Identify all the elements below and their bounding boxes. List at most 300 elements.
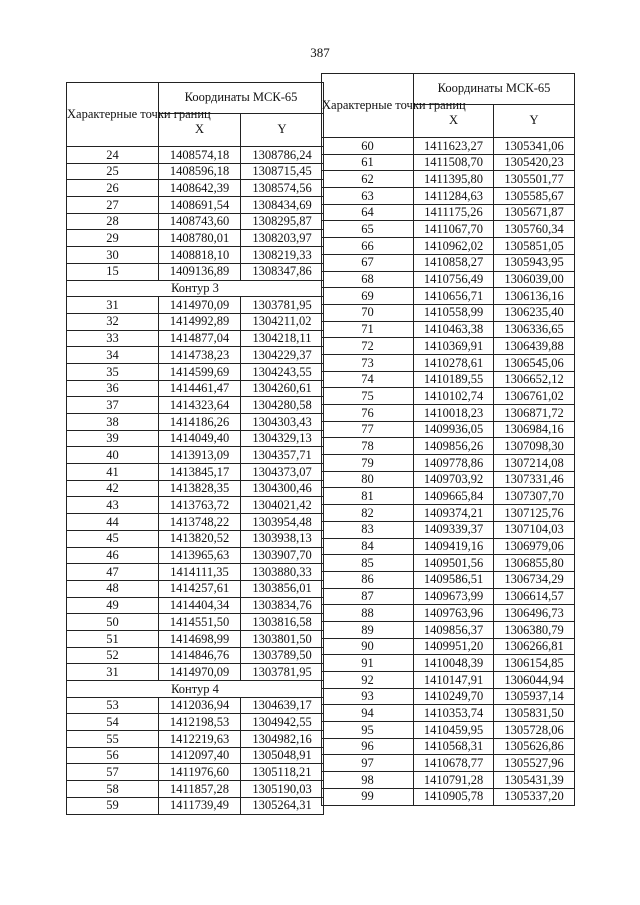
coord-x: 1410278,61 (414, 354, 494, 371)
coord-y: 1306136,16 (494, 288, 575, 305)
coord-x: 1410756,49 (414, 271, 494, 288)
coord-x: 1414877,04 (159, 330, 241, 347)
point-number: 47 (67, 564, 159, 581)
coord-x: 1413828,35 (159, 480, 241, 497)
coord-y: 1307104,03 (494, 521, 575, 538)
point-number: 34 (67, 347, 159, 364)
coord-y: 1303907,70 (241, 547, 324, 564)
table-row (322, 388, 575, 405)
section-label: Контур 4 (67, 681, 324, 698)
coord-y: 1305937,14 (494, 688, 575, 705)
coord-y: 1303834,76 (241, 597, 324, 614)
table-row (322, 154, 575, 171)
coord-x: 1413748,22 (159, 514, 241, 531)
table-row (322, 621, 575, 638)
table-row (67, 464, 324, 481)
coord-x: 1410249,70 (414, 688, 494, 705)
coord-y: 1306266,81 (494, 638, 575, 655)
coord-x: 1412219,63 (159, 731, 241, 748)
coord-x: 1413913,09 (159, 447, 241, 464)
point-number: 52 (67, 647, 159, 664)
table-row (322, 738, 575, 755)
point-number: 64 (322, 204, 414, 221)
point-number: 75 (322, 388, 414, 405)
table-row (67, 397, 324, 414)
point-number: 65 (322, 221, 414, 238)
table-row (322, 188, 575, 205)
point-number: 31 (67, 297, 159, 314)
table-row (322, 221, 575, 238)
coord-x: 1410018,23 (414, 405, 494, 422)
table-row (322, 471, 575, 488)
table-row (322, 171, 575, 188)
table-row (322, 638, 575, 655)
coord-y: 1304260,61 (241, 380, 324, 397)
coord-y: 1306855,80 (494, 555, 575, 572)
coord-y: 1304303,43 (241, 414, 324, 431)
table-row (67, 747, 324, 764)
point-number: 28 (67, 213, 159, 230)
coord-y: 1308219,33 (241, 247, 324, 264)
table-row (322, 788, 575, 805)
coord-y: 1308434,69 (241, 197, 324, 214)
table-row (322, 238, 575, 255)
point-number: 15 (67, 263, 159, 280)
coord-x: 1414738,23 (159, 347, 241, 364)
coord-y: 1305431,39 (494, 772, 575, 789)
table-row (322, 521, 575, 538)
table-row (67, 180, 324, 197)
point-number: 93 (322, 688, 414, 705)
coord-x: 1414461,47 (159, 380, 241, 397)
point-number: 96 (322, 738, 414, 755)
table-row (322, 421, 575, 438)
coord-x: 1409763,96 (414, 605, 494, 622)
table-row (322, 555, 575, 572)
coord-x: 1414698,99 (159, 630, 241, 647)
coord-x: 1411857,28 (159, 781, 241, 798)
coord-y: 1303880,33 (241, 564, 324, 581)
coord-x: 1408743,60 (159, 213, 241, 230)
coord-y: 1308347,86 (241, 263, 324, 280)
table-row (322, 655, 575, 672)
coord-y: 1306871,72 (494, 405, 575, 422)
coord-x: 1408574,18 (159, 147, 241, 164)
coord-y: 1303954,48 (241, 514, 324, 531)
point-number: 26 (67, 180, 159, 197)
coord-y: 1308574,56 (241, 180, 324, 197)
coord-y: 1304639,17 (241, 697, 324, 714)
coord-x: 1414186,26 (159, 414, 241, 431)
coord-x: 1411508,70 (414, 154, 494, 171)
point-number: 50 (67, 614, 159, 631)
point-number: 73 (322, 354, 414, 371)
coord-x: 1410353,74 (414, 705, 494, 722)
coord-x: 1409856,37 (414, 621, 494, 638)
coord-y: 1305420,23 (494, 154, 575, 171)
coord-x: 1412036,94 (159, 697, 241, 714)
point-number: 90 (322, 638, 414, 655)
coord-x: 1411976,60 (159, 764, 241, 781)
point-number: 67 (322, 254, 414, 271)
coord-x: 1413845,17 (159, 464, 241, 481)
header-coordinates: Координаты МСК-65 (414, 74, 575, 105)
coord-x: 1408596,18 (159, 163, 241, 180)
header-points: Характерные точки границ (67, 83, 159, 147)
coord-x: 1414599,69 (159, 363, 241, 380)
point-number: 76 (322, 405, 414, 422)
table-row (322, 204, 575, 221)
point-number: 57 (67, 764, 159, 781)
coord-x: 1413820,52 (159, 530, 241, 547)
table-row (67, 297, 324, 314)
coord-x: 1410678,77 (414, 755, 494, 772)
coord-x: 1410369,91 (414, 338, 494, 355)
point-number: 39 (67, 430, 159, 447)
coord-y: 1305048,91 (241, 747, 324, 764)
table-row (67, 197, 324, 214)
coord-y: 1303856,01 (241, 580, 324, 597)
point-number: 38 (67, 414, 159, 431)
coord-x: 1411067,70 (414, 221, 494, 238)
coord-x: 1411623,27 (414, 138, 494, 155)
section-row (67, 681, 324, 698)
table-row (322, 405, 575, 422)
point-number: 62 (322, 171, 414, 188)
point-number: 95 (322, 722, 414, 739)
coordinates-table-left (66, 82, 324, 815)
coord-x: 1409665,84 (414, 488, 494, 505)
coord-x: 1410905,78 (414, 788, 494, 805)
point-number: 79 (322, 455, 414, 472)
point-number: 80 (322, 471, 414, 488)
coord-x: 1408691,54 (159, 197, 241, 214)
table-row (67, 764, 324, 781)
coord-x: 1414323,64 (159, 397, 241, 414)
table-row (322, 438, 575, 455)
coord-x: 1410102,74 (414, 388, 494, 405)
coord-y: 1304243,55 (241, 363, 324, 380)
table-row (67, 714, 324, 731)
table-row (67, 630, 324, 647)
coord-y: 1306545,06 (494, 354, 575, 371)
coord-y: 1305671,87 (494, 204, 575, 221)
coord-y: 1306380,79 (494, 621, 575, 638)
point-number: 97 (322, 755, 414, 772)
point-number: 87 (322, 588, 414, 605)
table-row (67, 697, 324, 714)
table-row (322, 705, 575, 722)
point-number: 42 (67, 480, 159, 497)
point-number: 98 (322, 772, 414, 789)
coord-x: 1413763,72 (159, 497, 241, 514)
table-row (322, 605, 575, 622)
point-number: 61 (322, 154, 414, 171)
table-row (322, 138, 575, 155)
table-row (67, 347, 324, 364)
coord-y: 1303781,95 (241, 664, 324, 681)
point-number: 31 (67, 664, 159, 681)
table-row (67, 664, 324, 681)
coord-y: 1304021,42 (241, 497, 324, 514)
coord-y: 1307307,70 (494, 488, 575, 505)
table-row (67, 497, 324, 514)
coord-x: 1412198,53 (159, 714, 241, 731)
coord-x: 1411175,26 (414, 204, 494, 221)
point-number: 99 (322, 788, 414, 805)
coord-y: 1306154,85 (494, 655, 575, 672)
coord-x: 1410962,02 (414, 238, 494, 255)
coord-x: 1410147,91 (414, 672, 494, 689)
table-row (67, 330, 324, 347)
coord-y: 1306734,29 (494, 571, 575, 588)
table-row (67, 380, 324, 397)
coord-x: 1409339,37 (414, 521, 494, 538)
coord-y: 1304942,55 (241, 714, 324, 731)
coord-x: 1414111,35 (159, 564, 241, 581)
coord-x: 1414970,09 (159, 297, 241, 314)
table-row (67, 213, 324, 230)
table-row (322, 304, 575, 321)
table-row (322, 455, 575, 472)
header-x: X (159, 114, 241, 147)
point-number: 60 (322, 138, 414, 155)
coord-y: 1306044,94 (494, 672, 575, 689)
table-row (322, 571, 575, 588)
point-number: 78 (322, 438, 414, 455)
coord-x: 1414404,34 (159, 597, 241, 614)
point-number: 45 (67, 530, 159, 547)
coord-x: 1409673,99 (414, 588, 494, 605)
coord-y: 1303781,95 (241, 297, 324, 314)
coord-x: 1410558,99 (414, 304, 494, 321)
table-row (67, 363, 324, 380)
table-row (322, 672, 575, 689)
coord-x: 1409136,89 (159, 263, 241, 280)
coord-x: 1414846,76 (159, 647, 241, 664)
table-row (322, 354, 575, 371)
coord-y: 1306979,06 (494, 538, 575, 555)
coord-x: 1409586,51 (414, 571, 494, 588)
coord-x: 1410459,95 (414, 722, 494, 739)
point-number: 54 (67, 714, 159, 731)
table-row (322, 271, 575, 288)
header-y: Y (494, 105, 575, 138)
table-row (322, 755, 575, 772)
coord-y: 1304211,02 (241, 313, 324, 330)
coord-y: 1304373,07 (241, 464, 324, 481)
point-number: 89 (322, 621, 414, 638)
coord-y: 1308715,45 (241, 163, 324, 180)
point-number: 33 (67, 330, 159, 347)
coord-y: 1303816,58 (241, 614, 324, 631)
point-number: 43 (67, 497, 159, 514)
table-row (322, 538, 575, 555)
table-row (322, 688, 575, 705)
table-row (67, 514, 324, 531)
coord-x: 1414257,61 (159, 580, 241, 597)
table-row (67, 530, 324, 547)
point-number: 48 (67, 580, 159, 597)
coord-y: 1303938,13 (241, 530, 324, 547)
coord-x: 1411739,49 (159, 797, 241, 814)
table-row (322, 772, 575, 789)
table-row (67, 547, 324, 564)
point-number: 85 (322, 555, 414, 572)
coord-y: 1305831,50 (494, 705, 575, 722)
point-number: 24 (67, 147, 159, 164)
coord-x: 1409374,21 (414, 505, 494, 522)
header-y: Y (241, 114, 324, 147)
coord-y: 1304329,13 (241, 430, 324, 447)
coord-x: 1411395,80 (414, 171, 494, 188)
coord-x: 1414992,89 (159, 313, 241, 330)
coord-x: 1410568,31 (414, 738, 494, 755)
coord-x: 1410048,39 (414, 655, 494, 672)
section-row (67, 280, 324, 297)
table-row (322, 722, 575, 739)
coord-y: 1305527,96 (494, 755, 575, 772)
coord-y: 1308295,87 (241, 213, 324, 230)
table-row (322, 288, 575, 305)
coord-y: 1305341,06 (494, 138, 575, 155)
point-number: 53 (67, 697, 159, 714)
coord-y: 1306614,57 (494, 588, 575, 605)
table-row (322, 488, 575, 505)
point-number: 70 (322, 304, 414, 321)
table-row (322, 338, 575, 355)
point-number: 83 (322, 521, 414, 538)
point-number: 84 (322, 538, 414, 555)
point-number: 92 (322, 672, 414, 689)
coord-y: 1307125,76 (494, 505, 575, 522)
table-row (67, 447, 324, 464)
coord-y: 1305626,86 (494, 738, 575, 755)
coord-y: 1303789,50 (241, 647, 324, 664)
table-row (322, 371, 575, 388)
coord-x: 1409951,20 (414, 638, 494, 655)
coord-x: 1410858,27 (414, 254, 494, 271)
coord-y: 1305585,67 (494, 188, 575, 205)
coord-x: 1414551,50 (159, 614, 241, 631)
coordinates-table-right (321, 73, 575, 806)
coord-y: 1305264,31 (241, 797, 324, 814)
table-row (67, 731, 324, 748)
coord-y: 1306336,65 (494, 321, 575, 338)
table-row (67, 580, 324, 597)
coord-y: 1306984,16 (494, 421, 575, 438)
point-number: 88 (322, 605, 414, 622)
coord-y: 1308203,97 (241, 230, 324, 247)
table-row (67, 647, 324, 664)
coord-y: 1307214,08 (494, 455, 575, 472)
coord-y: 1305728,06 (494, 722, 575, 739)
coord-y: 1306235,40 (494, 304, 575, 321)
point-number: 59 (67, 797, 159, 814)
page-number: 387 (310, 45, 330, 60)
coord-x: 1414970,09 (159, 664, 241, 681)
point-number: 46 (67, 547, 159, 564)
point-number: 94 (322, 705, 414, 722)
table-body-left (67, 147, 324, 815)
table-row (67, 147, 324, 164)
table-row (67, 597, 324, 614)
table-row (67, 263, 324, 280)
coord-y: 1303801,50 (241, 630, 324, 647)
point-number: 69 (322, 288, 414, 305)
point-number: 41 (67, 464, 159, 481)
coord-x: 1411284,63 (414, 188, 494, 205)
point-number: 66 (322, 238, 414, 255)
coord-y: 1305118,21 (241, 764, 324, 781)
coord-y: 1305337,20 (494, 788, 575, 805)
coord-y: 1308786,24 (241, 147, 324, 164)
coord-x: 1414049,40 (159, 430, 241, 447)
coord-y: 1306039,00 (494, 271, 575, 288)
table-row (67, 247, 324, 264)
coord-y: 1305943,95 (494, 254, 575, 271)
coord-x: 1408780,01 (159, 230, 241, 247)
coord-x: 1408642,39 (159, 180, 241, 197)
point-number: 63 (322, 188, 414, 205)
coord-x: 1409419,16 (414, 538, 494, 555)
point-number: 27 (67, 197, 159, 214)
table-row (67, 614, 324, 631)
coord-y: 1305760,34 (494, 221, 575, 238)
point-number: 68 (322, 271, 414, 288)
point-number: 55 (67, 731, 159, 748)
point-number: 49 (67, 597, 159, 614)
coord-x: 1409703,92 (414, 471, 494, 488)
coord-y: 1304280,58 (241, 397, 324, 414)
coord-x: 1412097,40 (159, 747, 241, 764)
point-number: 91 (322, 655, 414, 672)
point-number: 77 (322, 421, 414, 438)
coord-y: 1306761,02 (494, 388, 575, 405)
table-row (67, 230, 324, 247)
table-row (322, 321, 575, 338)
table-body-right (322, 138, 575, 806)
point-number: 44 (67, 514, 159, 531)
coord-y: 1307331,46 (494, 471, 575, 488)
header-coordinates: Координаты МСК-65 (159, 83, 324, 114)
point-number: 56 (67, 747, 159, 764)
coord-y: 1305501,77 (494, 171, 575, 188)
coord-y: 1305851,05 (494, 238, 575, 255)
table-row (322, 505, 575, 522)
coord-x: 1410189,55 (414, 371, 494, 388)
header-x: X (414, 105, 494, 138)
point-number: 71 (322, 321, 414, 338)
coord-x: 1409936,05 (414, 421, 494, 438)
table-row (322, 254, 575, 271)
coord-y: 1304218,11 (241, 330, 324, 347)
table-row (67, 781, 324, 798)
coord-x: 1409856,26 (414, 438, 494, 455)
coord-x: 1409501,56 (414, 555, 494, 572)
coord-y: 1305190,03 (241, 781, 324, 798)
point-number: 29 (67, 230, 159, 247)
coord-y: 1306439,88 (494, 338, 575, 355)
table-row (67, 430, 324, 447)
point-number: 81 (322, 488, 414, 505)
point-number: 72 (322, 338, 414, 355)
point-number: 74 (322, 371, 414, 388)
point-number: 32 (67, 313, 159, 330)
point-number: 36 (67, 380, 159, 397)
table-row (67, 480, 324, 497)
point-number: 82 (322, 505, 414, 522)
